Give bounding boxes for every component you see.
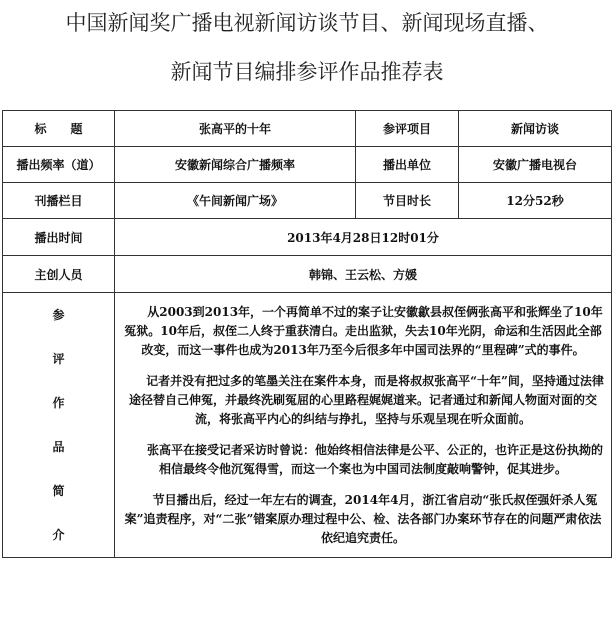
intro-label-char: 评 [52, 352, 65, 366]
staff-label: 主创人员 [3, 256, 115, 293]
intro-paragraph: 从2003到2013年，一个再简单不过的案子让安徽歙县叔侄俩张高平和张辉坐了10年冤狱。10年后，叔侄二人终于重获清白。走出监狱，失去10年光阴，命运和生活因此全部改变，而这一事件也成为2013年乃至今后很多年中国司法界的“里程碑”式的事件。 [124, 304, 603, 357]
column-label: 刊播栏目 [3, 183, 115, 219]
recommendation-form-table [2, 110, 612, 558]
unit-label: 播出单位 [356, 147, 459, 183]
column-value: 《午间新闻广场》 [115, 183, 356, 219]
form-title-line1: 中国新闻奖广播电视新闻访谈节目、新闻现场直播、 [65, 11, 549, 35]
table-row [3, 293, 612, 558]
intro-paragraph: 节目播出后，经过一年左右的调查，2014年4月，浙江省启动“张氏叔侄强奸杀人冤案”追责程序，对“二张”错案原办理过程中公、检、法各部门办案环节存在的问题严肃依法依纪追究责任。 [124, 492, 602, 545]
airtime-label: 播出时间 [3, 219, 115, 256]
channel-value: 安徽新闻综合广播频率 [115, 147, 356, 183]
duration-value: 12分52秒 [459, 183, 612, 219]
intro-label [3, 293, 115, 558]
channel-label: 播出频率（道） [3, 147, 115, 183]
airtime-value: 2013年4月28日12时01分 [115, 219, 612, 256]
table-row [3, 256, 612, 293]
category-value: 新闻访谈 [459, 111, 612, 147]
category-label: 参评项目 [356, 111, 459, 147]
intro-paragraph: 张高平在接受记者采访时曾说：他始终相信法律是公平、公正的，也许正是这份执拗的相信最终令他沉冤得雪，而这一个案也为中国司法制度敲响警钟，促其进步。 [146, 442, 603, 476]
table-row [3, 183, 612, 219]
form-title-line2: 新闻节目编排参评作品推荐表 [170, 60, 444, 84]
title-value: 张高平的十年 [115, 111, 356, 147]
intro-content [115, 293, 612, 558]
unit-value: 安徽广播电视台 [459, 147, 612, 183]
staff-value: 韩锦、王云松、方媛 [115, 256, 612, 293]
duration-label: 节目时长 [356, 183, 459, 219]
title-label: 标 题 [3, 111, 115, 147]
intro-paragraph: 记者并没有把过多的笔墨关注在案件本身，而是将叔叔张高平“十年”间，坚持通过法律途径替自己伸冤，并最终洗刷冤屈的心里路程娓娓道来。记者通过和新闻人物面对面的交流，将张高平内心的纠结与挣扎，坚持与乐观呈现在听众面前。 [128, 373, 604, 426]
table-row [3, 147, 612, 183]
table-row [3, 219, 612, 256]
intro-label-char: 品 [52, 440, 65, 454]
intro-label-char: 介 [52, 528, 65, 542]
intro-label-char: 作 [52, 396, 65, 410]
intro-label-char: 参 [52, 308, 65, 322]
intro-label-char: 简 [52, 484, 65, 498]
table-row [3, 111, 612, 147]
